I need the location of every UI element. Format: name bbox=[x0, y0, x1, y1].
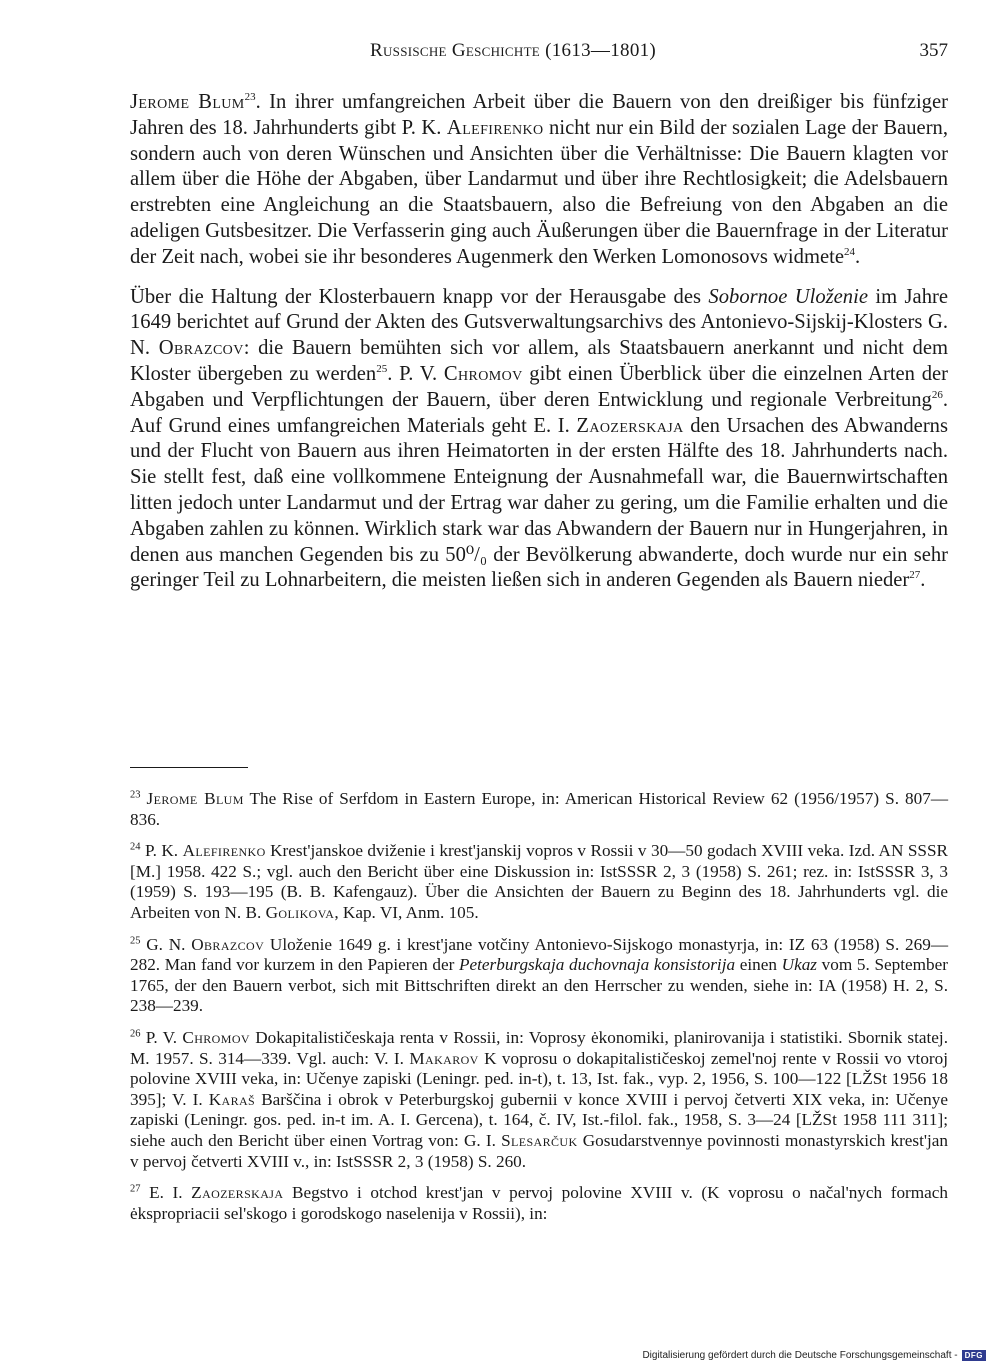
footnote-text: P. V. bbox=[140, 1027, 183, 1047]
footnote-ref: 27 bbox=[909, 569, 921, 582]
paragraph-text: . P. V. bbox=[387, 362, 444, 385]
footnote-text: Uloženie 1649 g. i krest'jane votčiny Antonievo-Sijskogo monastyrja, in: IZ 63 (1958) S. 269—282. Man fand vor kurzem in den Papieren der bbox=[130, 934, 949, 975]
footnote-text: , Kap. VI, Anm. 105. bbox=[334, 902, 479, 922]
footnote-23 bbox=[130, 789, 948, 830]
footnote-text: vom 5. September 1765, der den Bauern verbot, sich mit Bittschriften direkt an den Herrscher zu wenden, siehe in: IA (1958) H. 2, S. 238—239. bbox=[130, 955, 948, 1016]
author-name: Zaozerskaja bbox=[191, 1183, 284, 1203]
paragraph-text: : die Bauern bemühten sich vor allem, als Staatsbauern anerkannt und nicht dem Kloster übergeben zu werden bbox=[130, 337, 949, 385]
footnote-text: Gosudarstvennye povinnosti monastyrskich krest'jan v pervoj četverti XVIII v., in: IstSSSR 2, 3 (1958) S. 260. bbox=[130, 1130, 948, 1171]
italic-title: Sobornoe Uloženie bbox=[708, 285, 868, 308]
author-name: Jerome Blum bbox=[146, 789, 244, 808]
footnote-text: Barščina i obrok v Peterburgskoj gubernii v konce XVIII i pervoj četverti XIX veka, in: Učenye zapiski (Leningr. gos. ped. in-t im. A. I. Gercena), t. 164, č. IV, Ist.-filol. fak., 1958, S. 3—24 [LŽSt 1958 111 311]; siehe auch den Bericht über einen Vortrag von: G. I. bbox=[130, 1089, 949, 1150]
author-name: Chromov bbox=[443, 362, 523, 385]
author-name: Obrazcov bbox=[191, 934, 265, 954]
paragraph-2 bbox=[130, 285, 948, 595]
footnote-number: 26 bbox=[130, 1028, 141, 1040]
author-name: Alefirenko bbox=[446, 116, 544, 139]
author-name: Jerome Blum bbox=[130, 91, 245, 113]
footnote-text: Krest'janskoe dviženie i krest'janskij vopros v Rossii v 30—50 godach XVIII veka. Izd. AN SSSR [M.] 1958. 422 S.; vgl. auch den Bericht über eine Diskussion in: IstSSSR 2, 3 (1958) S. 261; rez. in: IstSSSR 3, 3 (1959) S. 193—195 (B. B. Kafengauz). Über die Ansichten der Bauern zu Beginn des 18. Jahrhunderts vgl. die Arbeiten von N. B. bbox=[130, 841, 948, 922]
author-name: Slesarčuk bbox=[501, 1130, 578, 1150]
author-name: Makarov bbox=[409, 1048, 479, 1068]
digitization-credit bbox=[642, 1350, 986, 1361]
footnote-text: P. K. bbox=[140, 841, 183, 861]
paragraph-text: im Jahre 1649 berichtet auf Grund der Akten des Gutsverwaltungsarchivs des Antonievo-Sijskij-Klosters G. N. bbox=[130, 285, 948, 360]
footnote-text: K voprosu o dokapitalističeskoj zemel'noj rente v Rossii vo vtoroj polovine XVIII veka, in: Učenye zapiski (Leningr. ped. in-t), t. 13, Ist. fak., vyp. 2, 1956, S. 100—122 [LŽSt 1956 18 395]; V. I. bbox=[130, 1048, 949, 1109]
paragraph-text: . bbox=[920, 569, 926, 592]
footnotes bbox=[130, 789, 948, 1235]
author-name: Zaozerskaja bbox=[576, 414, 684, 437]
author-name: Chromov bbox=[182, 1027, 250, 1047]
footnote-divider bbox=[130, 767, 248, 768]
footnote-27 bbox=[130, 1183, 948, 1224]
paragraph-1 bbox=[130, 90, 948, 271]
paragraph-text: . Auf Grund eines umfangreichen Materials geht E. I. bbox=[130, 388, 948, 437]
footnote-25 bbox=[130, 935, 948, 1017]
paragraph-text: nicht nur ein Bild der sozialen Lage der Bauern, sondern auch von deren Wünschen und Ansichten über die Verhältnisse: Die Bauern klagten vor allem über die Höhe der Abgaben, über Landarmut und über ihre Rechtlosigkeit; die Adelsbauern erstrebten eine Angleichung an die Staatsbauern, also die Befreiung von den Abgaben an die adeligen Gutsbesitzer. Die Verfasserin ging auch Äußerungen über die Bauernfrage in der Literatur der Zeit nach, wobei sie ihr besonderes Augenmerk den Werken Lomonosovs widmete bbox=[130, 116, 949, 268]
author-name: Golikova bbox=[265, 902, 335, 922]
running-title: Russische Geschichte (1613—1801) bbox=[370, 40, 657, 61]
credit-text: Digitalisierung gefördert durch die Deutsche Forschungsgemeinschaft - bbox=[642, 1350, 958, 1361]
running-head bbox=[130, 40, 950, 70]
footnote-number: 24 bbox=[130, 841, 141, 853]
footnote-text: Begstvo i otchod krest'jan v pervoj polovine XVIII v. (K voprosu o načal'nych formach ėkspropriacii sel'skogo i gorodskogo naselenija v Rossii), in: bbox=[130, 1183, 948, 1223]
dfg-logo-icon: DFG bbox=[962, 1350, 986, 1361]
footnote-ref: 23 bbox=[244, 91, 256, 104]
footnote-number: 23 bbox=[130, 789, 141, 801]
footnote-text: G. N. bbox=[140, 934, 192, 954]
paragraph-text: Über die Haltung der Klosterbauern knapp vor der Herausgabe des bbox=[130, 285, 709, 308]
paragraph-text: den Ursachen des Abwanderns und der Flucht von Bauern aus ihren Heimatorten in der ersten Hälfte des 18. Jahrhunderts nach. Sie stellt fest, daß eine vollkommene Enteignung der Ausnahmefall war, die Bauernwirtschaften litten jedoch unter Landarmut und der Ertrag war daher zu gering, um die Familie erhalten und die Abgaben zahlen zu können. Wirklich stark war das Abwandern der Bauern nur in Hungerjahren, in denen aus manchen Gegenden bis zu 50⁰/₀ der Bevölkerung abwanderte, doch wurde nur ein sehr geringer Teil zu Lohnarbeitern, die meisten ließen sich in anderen Gegenden als Bauern nieder bbox=[130, 414, 948, 592]
paragraph-text: . In ihrer umfangreichen Arbeit über die Bauern von den dreißiger bis fünfziger Jahren des 18. Jahrhunderts gibt P. K. bbox=[130, 91, 948, 139]
paragraph-text: . bbox=[854, 245, 861, 268]
footnote-ref: 26 bbox=[931, 388, 943, 401]
footnote-26 bbox=[130, 1028, 948, 1172]
italic-title: Ukaz bbox=[781, 955, 817, 975]
footnote-text: einen bbox=[735, 955, 782, 975]
footnote-24 bbox=[130, 841, 948, 923]
footnote-ref: 25 bbox=[376, 363, 388, 376]
footnote-number: 27 bbox=[130, 1183, 141, 1195]
italic-title: Peterburgskaja duchovnaja konsistorija bbox=[459, 955, 736, 975]
author-name: Karaš bbox=[208, 1089, 256, 1109]
author-name: Obrazcov bbox=[158, 337, 244, 360]
author-name: Alefirenko bbox=[182, 841, 266, 861]
body-text bbox=[130, 90, 948, 608]
footnote-number: 25 bbox=[130, 934, 141, 946]
footnote-text: Dokapitalističeskaja renta v Rossii, in: Voprosy ėkonomiki, planirovanija i statistiki. Sbornik statej. M. 1957. S. 314—339. Vgl. auch: V. I. bbox=[130, 1027, 948, 1068]
footnote-text: The Rise of Serfdom in Eastern Europe, in: American Historical Review 62 (1956/1957) S. 807—836. bbox=[130, 789, 949, 829]
footnote-ref: 24 bbox=[843, 245, 855, 258]
footnote-text: E. I. bbox=[140, 1183, 192, 1203]
paragraph-text: gibt einen Überblick über die einzelnen Arten der Abgaben und Verpflichtungen der Bauern, über deren Entwicklung und regionale Verbreitung bbox=[130, 362, 948, 411]
page-number: 357 bbox=[919, 40, 948, 61]
